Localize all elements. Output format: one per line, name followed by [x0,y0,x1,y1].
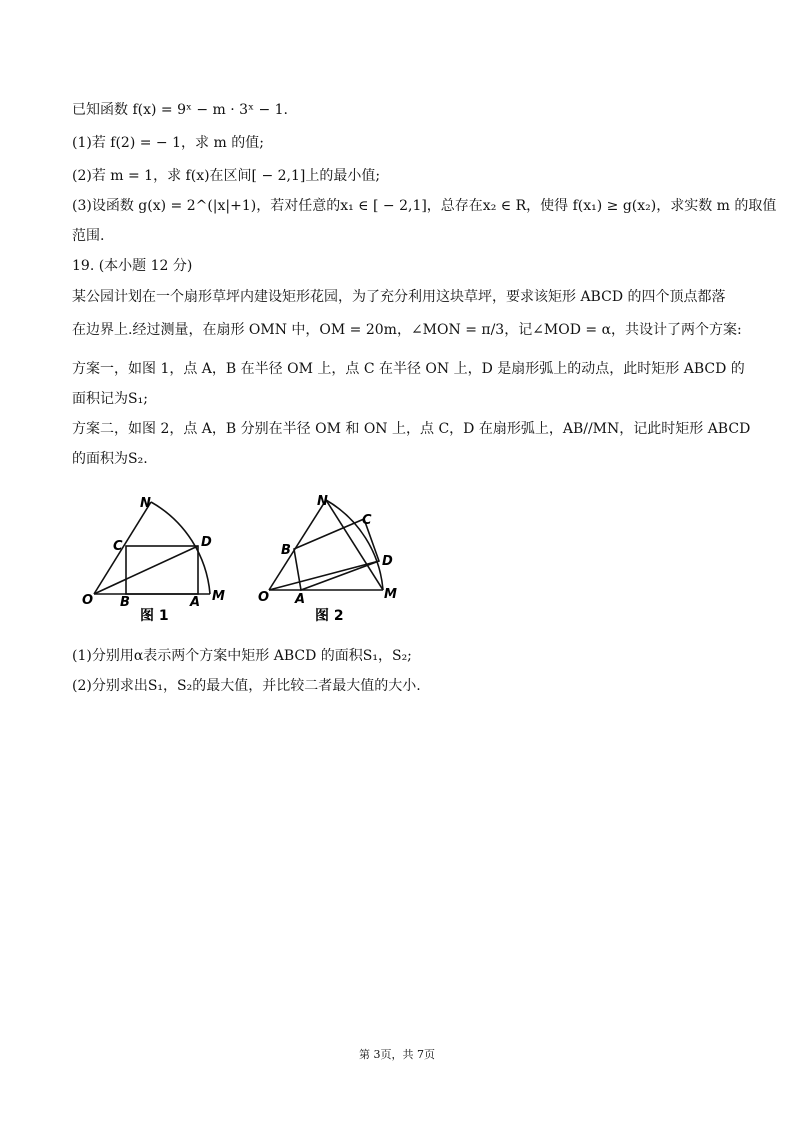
fig1-label-d: D [201,535,212,550]
p19-plan2-line2: 的面积为S₂. [72,451,148,467]
fig2-label-c: C [362,513,372,528]
fig2-segment-mn [326,500,383,590]
p18-part3-line1: (3)设函数 g(x) = 2^(|x|+1)，若对任意的x₁ ∈ [ − 2,1]，总存在x₂ ∈ R，使得 f(x₁) ≥ g(x₂)，求实数 m 的取值 [72,198,777,214]
p18-part2: (2)若 m = 1，求 f(x)在区间[ − 2,1]上的最小值; [72,168,381,184]
p19-stem-line2: 在边界上.经过测量，在扇形 OMN 中，OM = 20m，∠MON = π/3，记∠MOD = α，共设计了两个方案: [72,322,742,338]
fig1-label-b: B [120,595,130,610]
p18-part1: (1)若 f(2) = − 1，求 m 的值; [72,135,264,151]
p19-header: 19. (本小题 12 分) [72,258,193,274]
fig1-label-c: C [113,539,123,554]
fig2-label-m: M [384,587,397,602]
p19-plan1-line2: 面积记为S₁; [72,391,148,407]
p19-stem-line1: 某公园计划在一个扇形草坪内建设矩形花园，为了充分利用这块草坪，要求该矩形 ABCD 的四个顶点都落 [72,289,726,305]
p19-plan2-line1: 方案二，如图 2，点 A，B 分别在半径 OM 和 ON 上，点 C，D 在扇形弧上，AB//MN，记此时矩形 ABCD [72,421,751,437]
p19-q2: (2)分别求出S₁，S₂的最大值，并比较二者最大值的大小. [72,678,421,694]
fig1-label-m: M [212,589,225,604]
fig1-label-o: O [82,593,94,608]
fig2-label-d: D [382,554,393,569]
fig2-label-b: B [281,543,291,558]
figure-2 [255,490,415,630]
fig2-label-o: O [258,590,270,605]
fig2-label-n: N [317,494,328,509]
p18-intro: 已知函数 f(x) = 9ˣ − m · 3ˣ − 1. [72,102,289,118]
fig1-label-n: N [140,496,151,511]
p19-q1: (1)分别用α表示两个方案中矩形 ABCD 的面积S₁，S₂; [72,648,412,664]
figure-1 [80,490,240,630]
fig2-label-a: A [295,592,306,607]
fig1-rectangle-abcd [126,546,198,594]
fig1-label-a: A [190,595,201,610]
fig1-caption: 图 1 [140,608,169,624]
fig2-caption: 图 2 [315,608,344,624]
p19-plan1-line1: 方案一，如图 1，点 A，B 在半径 OM 上，点 C 在半径 ON 上，D 是扇形弧上的动点，此时矩形 ABCD 的 [72,361,745,377]
p18-part3-line2: 范围. [72,228,105,244]
page-footer: 第 3页，共 7页 [359,1048,435,1061]
